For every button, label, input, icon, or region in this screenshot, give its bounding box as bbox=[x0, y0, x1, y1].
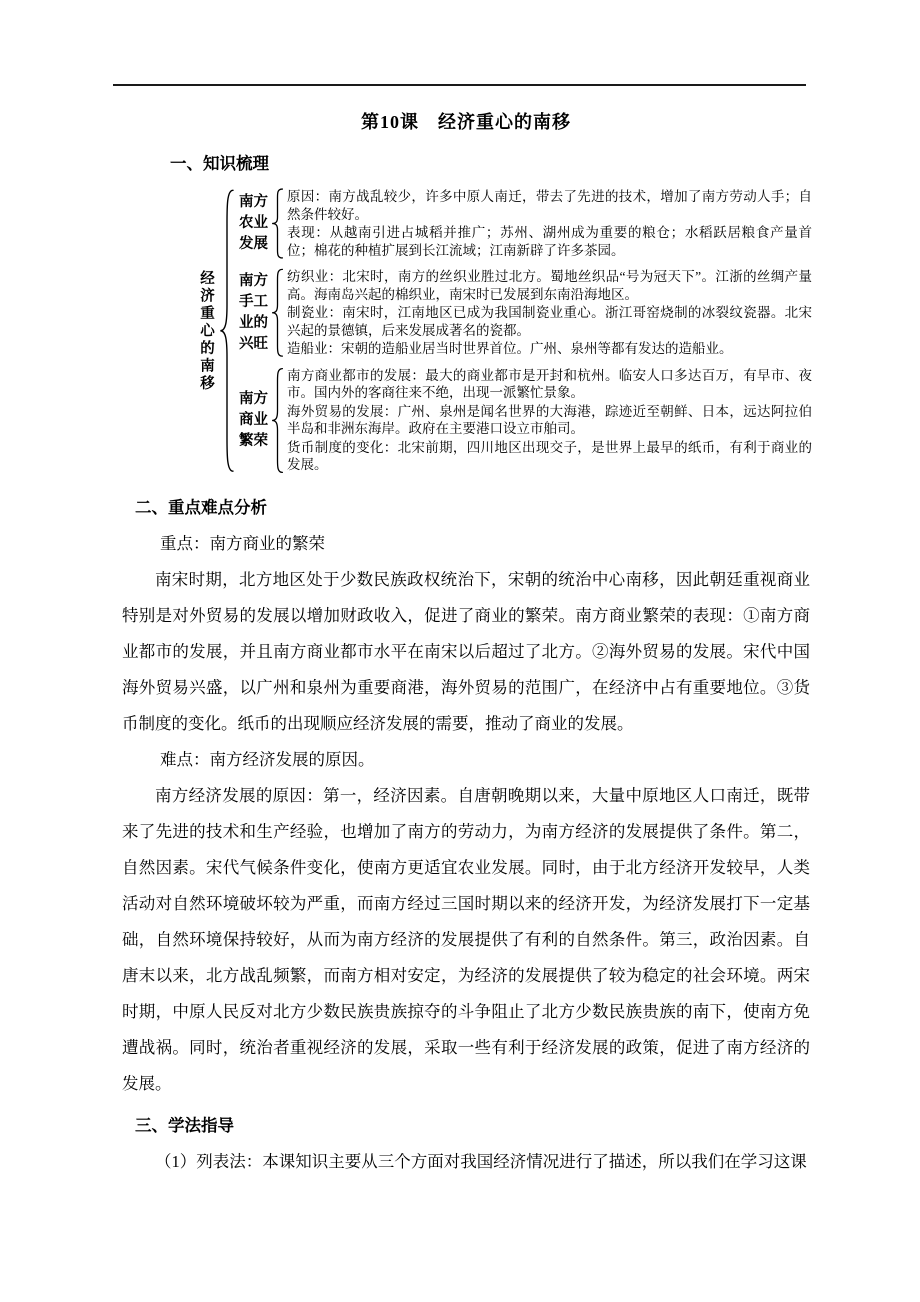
branch-item: 原因：南方战乱较少，许多中原人南迁，带去了先进的技术，增加了南方劳动人手；自然条件较好。 bbox=[287, 189, 812, 222]
document-title: 第10课 经济重心的南移 bbox=[361, 112, 571, 132]
branch-item: 纺织业：北宋时，南方的丝织业胜过北方。蜀地丝织品“号为冠天下”。江浙的丝绸产量高。海南岛兴起的棉织业，南宋时已发展到东南沿海地区。 bbox=[287, 269, 812, 302]
difficult-point-paragraph: 南方经济发展的原因：第一，经济因素。自唐朝晚期以来，大量中原地区人口南迁，既带来了先进的技术和生产经验，也增加了南方的劳动力，为南方经济的发展提供了条件。第二，自然因素。宋代气候条件变化，使南方更适宜农业发展。同时，由于北方经济开发较早，人类活动对自然环境破坏较为严重，而南方经过三国时期以来的经济开发，为经济发展打下一定基础，自然环境保持较好，从而为南方经济的发展提供了有利的自然条件。第三，政治因素。自唐末以来，北方战乱频繁，而南方相对安定，为经济的发展提供了较为稳定的社会环境。两宋时期，中原人民反对北方少数民族贵族掠夺的斗争阻止了北方少数民族贵族的南下，使南方免遭战祸。同时，统治者重视经济的发展，采取一些有利于经济发展的政策，促进了南方经济的发展。 bbox=[122, 785, 810, 1093]
branch-label: 南方手工业的兴旺 bbox=[239, 272, 268, 352]
brace-icon bbox=[271, 268, 284, 358]
section-heading-guide: 三、学法指导 bbox=[135, 1115, 234, 1135]
branch-handicraft bbox=[238, 268, 812, 358]
branch-label: 南方农业发展 bbox=[239, 194, 268, 252]
knowledge-mindmap bbox=[196, 186, 812, 476]
brace-icon bbox=[271, 367, 284, 474]
branch-item: 货币制度的变化：北宋前期，四川地区出现交子，是世界上最早的纸币，有利于商业的发展。 bbox=[287, 439, 812, 472]
guide-first-line: （1）列表法：本课知识主要从三个方面对我国经济情况进行了描述，所以我们在学习这课 bbox=[155, 1151, 807, 1171]
brace-icon bbox=[271, 188, 284, 259]
root-brace-icon bbox=[219, 186, 235, 476]
branch-item: 海外贸易的发展：广州、泉州是闻名世界的大海港，踪迹近至朝鲜、日本，远达阿拉伯半岛和非洲东海岸。政府在主要港口设立市舶司。 bbox=[287, 403, 812, 436]
branch-item: 表现：从越南引进占城稻并推广；苏州、湖州成为重要的粮仓；水稻跃居粮食产量首位；棉花的种植扩展到长江流域；江南新辟了许多茶园。 bbox=[287, 225, 812, 258]
branch-items bbox=[287, 268, 812, 358]
section-heading-analysis: 二、重点难点分析 bbox=[135, 497, 267, 517]
branch-item: 南方商业都市的发展：最大的商业都市是开封和杭州。临安人口多达百万，有早市、夜市。国内外的客商往来不绝，出现一派繁忙景象。 bbox=[287, 367, 812, 400]
branch-items bbox=[287, 367, 812, 474]
section-heading-knowledge: 一、知识梳理 bbox=[170, 154, 269, 173]
branch-label: 南方商业繁荣 bbox=[239, 390, 268, 449]
branch-items bbox=[287, 188, 812, 259]
mindmap-branches bbox=[238, 186, 812, 476]
branch-commerce bbox=[238, 367, 812, 474]
key-point-paragraph: 南宋时期，北方地区处于少数民族政权统治下，宋朝的统治中心南移，因此朝廷重视商业特别是对外贸易的发展以增加财政收入，促进了商业的繁荣。南方商业繁荣的表现：①南方商业都市的发展，并且南方商业都市水平在南宋以后超过了北方。②海外贸易的发展。宋代中国海外贸易兴盛，以广州和泉州为重要商港，海外贸易的范围广，在经济中占有重要地位。③货币制度的变化。纸币的出现顺应经济发展的需要，推动了商业的发展。 bbox=[122, 569, 810, 733]
branch-agriculture bbox=[238, 188, 812, 259]
branch-item: 造船业：宋朝的造船业居当时世界首位。广州、泉州等都有发达的造船业。 bbox=[287, 341, 733, 356]
difficult-point-line: 难点：南方经济发展的原因。 bbox=[160, 749, 375, 769]
mindmap-root-label: 经济重心的南移 bbox=[198, 269, 214, 392]
branch-item: 制瓷业：南宋时，江南地区已成为我国制瓷业重心。浙江哥窑烧制的冰裂纹瓷器。北宋兴起的景德镇，后来发展成著名的瓷都。 bbox=[287, 305, 812, 338]
header-rule bbox=[113, 84, 806, 86]
key-point-line: 重点：南方商业的繁荣 bbox=[160, 533, 325, 553]
